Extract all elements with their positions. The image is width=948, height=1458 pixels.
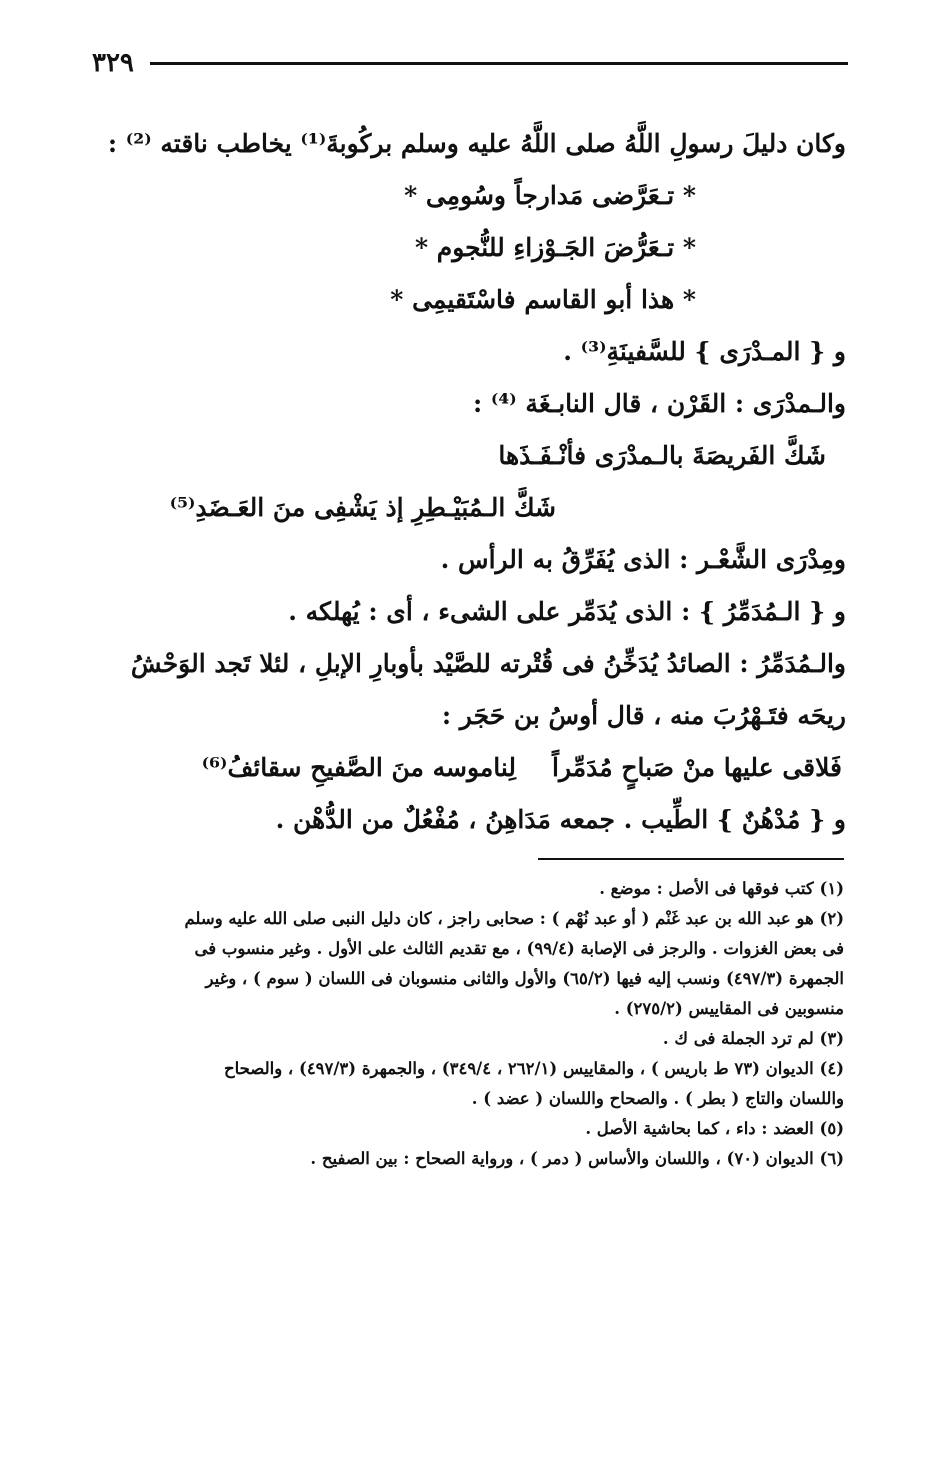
poem-couplet (86, 742, 846, 794)
poem-line: شَكَّ الفَريصَةَ بالـمدْرَى فأنْـفَـذَها (498, 441, 826, 470)
footnote: (٤) الديوان (٧٣ ط باريس ) ، والمقاييس (٢٦٢/١ ، ٣٤٩/٤) ، والجمهرة (٤٩٧/٣) ، والصحاح (223, 1059, 844, 1078)
text-line: و { مُدْهُنٌ } الطِّيب . جمعه مَدَاهِنُ ، مُفْعُلٌ من الدُّهْن . (275, 805, 846, 834)
text-line: و { الـمُدَمِّرُ } : الذى يُدَمِّر على الشىء ، أى : يُهلكه . (288, 597, 846, 626)
page-header (92, 46, 848, 80)
main-text (86, 118, 846, 846)
footnote: (١) كتب فوقها فى الأصل : موضع . (599, 879, 844, 898)
footnote: (٢) هو عبد الله بن عبد غَنْم ( أو عبد نُهْم ) : صحابى راجز ، كان دليل النبى صلى الله عليه وسلم (184, 909, 844, 928)
footnote: (٥) العضد : داء ، كما بحاشية الأصل . (585, 1119, 844, 1138)
verse-line: * تـعَرَّضى مَدارجاً وسُومِى * (404, 181, 696, 210)
verse-line: * تـعَرُّضَ الجَـوْزاءِ للنُّجوم * (414, 233, 696, 262)
footnotes (54, 874, 844, 1174)
footnote-separator (538, 858, 844, 860)
footnote-continuation: منسوبين فى المقاييس (٢٧٥/٢) . (614, 999, 844, 1018)
text-line: ريحَه فتَـهْرُبَ منه ، قال أوسُ بن حَجَر : (441, 701, 846, 730)
text-line: والـمدْرَى : القَرْن ، قال النابـغَة ⁽⁴⁾ : (472, 389, 846, 418)
verse-line: * هذا أبو القاسم فاسْتَقيمِى * (390, 285, 696, 314)
footnote: (٦) الديوان (٧٠) ، واللسان والأساس ( دمر ) ، ورواية الصحاح : بين الصفيح . (310, 1149, 844, 1168)
footnote-continuation: واللسان والتاج ( بطر ) . والصحاح واللسان ( عضد ) . (471, 1089, 844, 1108)
hemistich-first: فَلاقى عليها منْ صَباحٍ مُدَمِّراً (552, 753, 842, 782)
header-rule (150, 62, 848, 65)
text-line: ومِدْرَى الشَّعْـر : الذى يُفَرِّقُ به الرأس . (440, 545, 846, 574)
footnote: (٣) لم ترد الجملة فى ك . (662, 1029, 844, 1048)
text-line: وكان دليلَ رسولِ اللَّهُ صلى اللَّهُ عليه وسلم بركُوبةَ⁽¹⁾ يخاطب ناقته ⁽²⁾ : (107, 129, 846, 158)
text-line: و { المـدْرَى } للسَّفينَةِ⁽³⁾ . (563, 337, 846, 366)
footnote-continuation: فى بعض الغزوات . والرجز فى الإصابة (٩٩/٤) ، مع تقديم الثالث على الأول . وغير منسوب فى (194, 939, 844, 958)
hemistich-second: لِناموسه منَ الصَّفيحِ سقائفُ⁽⁶⁾ (201, 753, 517, 782)
poem-line: شَكَّ الـمُبَيْـطِرِ إذ يَشْفِى منَ العَـضَدِ⁽⁵⁾ (169, 493, 556, 522)
page-number: ٣٢٩ (92, 48, 134, 78)
text-line: والـمُدَمِّرُ : الصائدُ يُدَخِّنُ فى قُتْرته للصَّيْد بأوبارِ الإبلِ ، لئلا تَجد الوَحْشُ (130, 649, 846, 678)
footnote-continuation: الجمهرة (٤٩٧/٣) ونسب إليه فيها (٦٥/٢) والأول والثانى منسوبان فى اللسان ( سوم ) ، وغير (205, 969, 844, 988)
